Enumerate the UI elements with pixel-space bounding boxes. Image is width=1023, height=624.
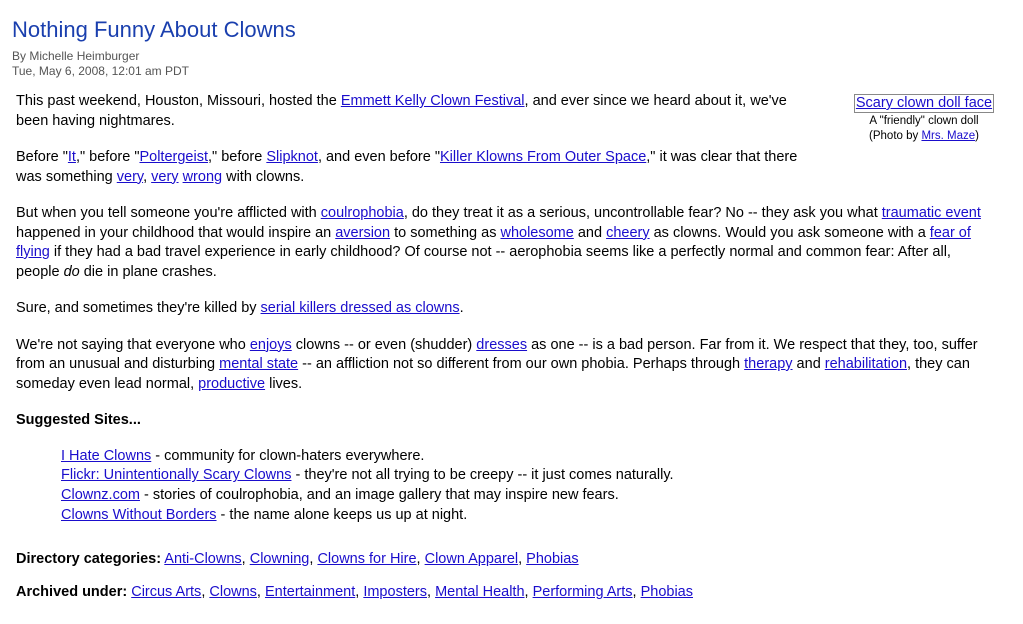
category-link[interactable]: Clown Apparel [424,550,519,567]
site-link-i-hate-clowns[interactable]: I Hate Clowns [61,447,152,464]
link-fear-of-flying[interactable]: fear of flying [16,224,971,260]
paragraph-1: This past weekend, Houston, Missouri, hosted the Emmett Kelly Clown Festival, and ever since we heard about it, we've been having nightmares. [16,93,787,129]
archived-under: Archived under: Circus Arts, Clowns, Entertainment, Imposters, Mental Health, Performing Arts, Phobias [16,584,693,601]
link-aversion[interactable]: aversion [335,224,391,241]
archive-link[interactable]: Imposters [363,584,427,601]
link-rehabilitation[interactable]: rehabilitation [824,356,908,372]
category-link[interactable]: Clowns for Hire [317,550,417,567]
link-slipknot[interactable]: Slipknot [266,149,318,165]
list-item: Flickr: Unintentionally Scary Clowns - they're not all trying to be creepy -- it just comes naturally. [61,467,674,484]
archive-link[interactable]: Entertainment [264,584,356,601]
link-dresses[interactable]: dresses [476,336,528,353]
link-emmett-kelly[interactable]: Emmett Kelly Clown Festival [340,93,525,109]
photo-credit: (Photo by Mrs. Maze) [869,130,979,142]
link-serial-killers[interactable]: serial killers dressed as clowns [260,300,460,316]
link-killer-klowns[interactable]: Killer Klowns From Outer Space [439,149,647,165]
archive-link[interactable]: Phobias [640,584,693,601]
photo-box [850,94,998,144]
archive-link[interactable]: Clowns [209,584,257,601]
paragraph-5: We're not saying that everyone who enjoys clowns -- or even (shudder) dresses as one -- is a bad person. Far from it. We respect that they, too, suffer from an unusual and disturbing mental state -- an affliction not so different from our own phobia. Perhaps through therapy and rehabilitation, they can someday even lead normal, productive lives. [16,336,978,392]
archive-link[interactable]: Circus Arts [131,584,202,601]
link-wholesome[interactable]: wholesome [500,224,574,241]
byline: By Michelle Heimburger [12,49,140,63]
photo-credit-link[interactable]: Mrs. Maze [921,130,976,142]
article-body [16,92,998,617]
directory-label: Directory categories: [16,550,162,567]
list-item: Clownz.com - stories of coulrophobia, and an image gallery that may inspire new fears. [61,487,619,504]
link-cheery[interactable]: cheery [606,224,650,241]
photo-link[interactable]: Scary clown doll face [855,95,993,111]
link-therapy[interactable]: therapy [744,356,793,372]
suggested-sites-heading: Suggested Sites... [16,412,141,428]
directory-categories: Directory categories: Anti-Clowns, Clowning, Clowns for Hire, Clown Apparel, Phobias [16,550,579,567]
link-wrong[interactable]: wrong [182,168,223,185]
archive-link[interactable]: Performing Arts [532,584,633,601]
category-link[interactable]: Phobias [526,550,579,567]
link-enjoys[interactable]: enjoys [249,336,292,353]
list-item: I Hate Clowns - community for clown-haters everywhere. [61,447,425,464]
category-link[interactable]: Clowning [249,550,310,567]
link-mental-state[interactable]: mental state [219,356,299,372]
link-coulrophobia[interactable]: coulrophobia [320,205,404,221]
link-it[interactable]: It [67,149,76,165]
archive-link[interactable]: Mental Health [435,584,525,601]
page-title: Nothing Funny About Clowns [12,17,296,42]
category-link[interactable]: Anti-Clowns [164,550,242,567]
article-meta [12,49,189,79]
emphasis-do: do [63,263,80,280]
link-very-2[interactable]: very [151,168,179,185]
site-link-clowns-without-borders[interactable]: Clowns Without Borders [61,506,217,523]
paragraph-4: Sure, and sometimes they're killed by serial killers dressed as clowns. [16,300,464,316]
archived-label: Archived under: [16,584,128,601]
dateline: Tue, May 6, 2008, 12:01 am PDT [12,64,189,78]
photo-caption: A "friendly" clown doll [869,115,979,127]
link-productive[interactable]: productive [198,375,266,392]
list-item: Clowns Without Borders - the name alone keeps us up at night. [61,506,468,523]
link-poltergeist[interactable]: Poltergeist [139,149,208,165]
site-link-clownz[interactable]: Clownz.com [61,487,140,504]
suggested-sites-list [16,447,998,526]
link-very-1[interactable]: very [116,168,144,185]
paragraph-3: But when you tell someone you're afflicted with coulrophobia, do they treat it as a serious, uncontrollable fear? No -- they ask you what traumatic event happened in your childhood that would inspire an aversion to something as wholesome and cheery as clowns. Would you ask someone with a fear of flying if they had a bad travel experience in early childhood? Of course not -- aerophobia seems like a perfectly normal and common fear: After all, people do die in plane crashes. [16,205,981,280]
paragraph-2: Before "It," before "Poltergeist," before Slipknot, and even before "Killer Klowns From Outer Space," it was clear that there was something very, very wrong with clowns. [16,149,798,185]
site-link-flickr[interactable]: Flickr: Unintentionally Scary Clowns [61,467,292,484]
link-traumatic-event[interactable]: traumatic event [881,205,981,221]
